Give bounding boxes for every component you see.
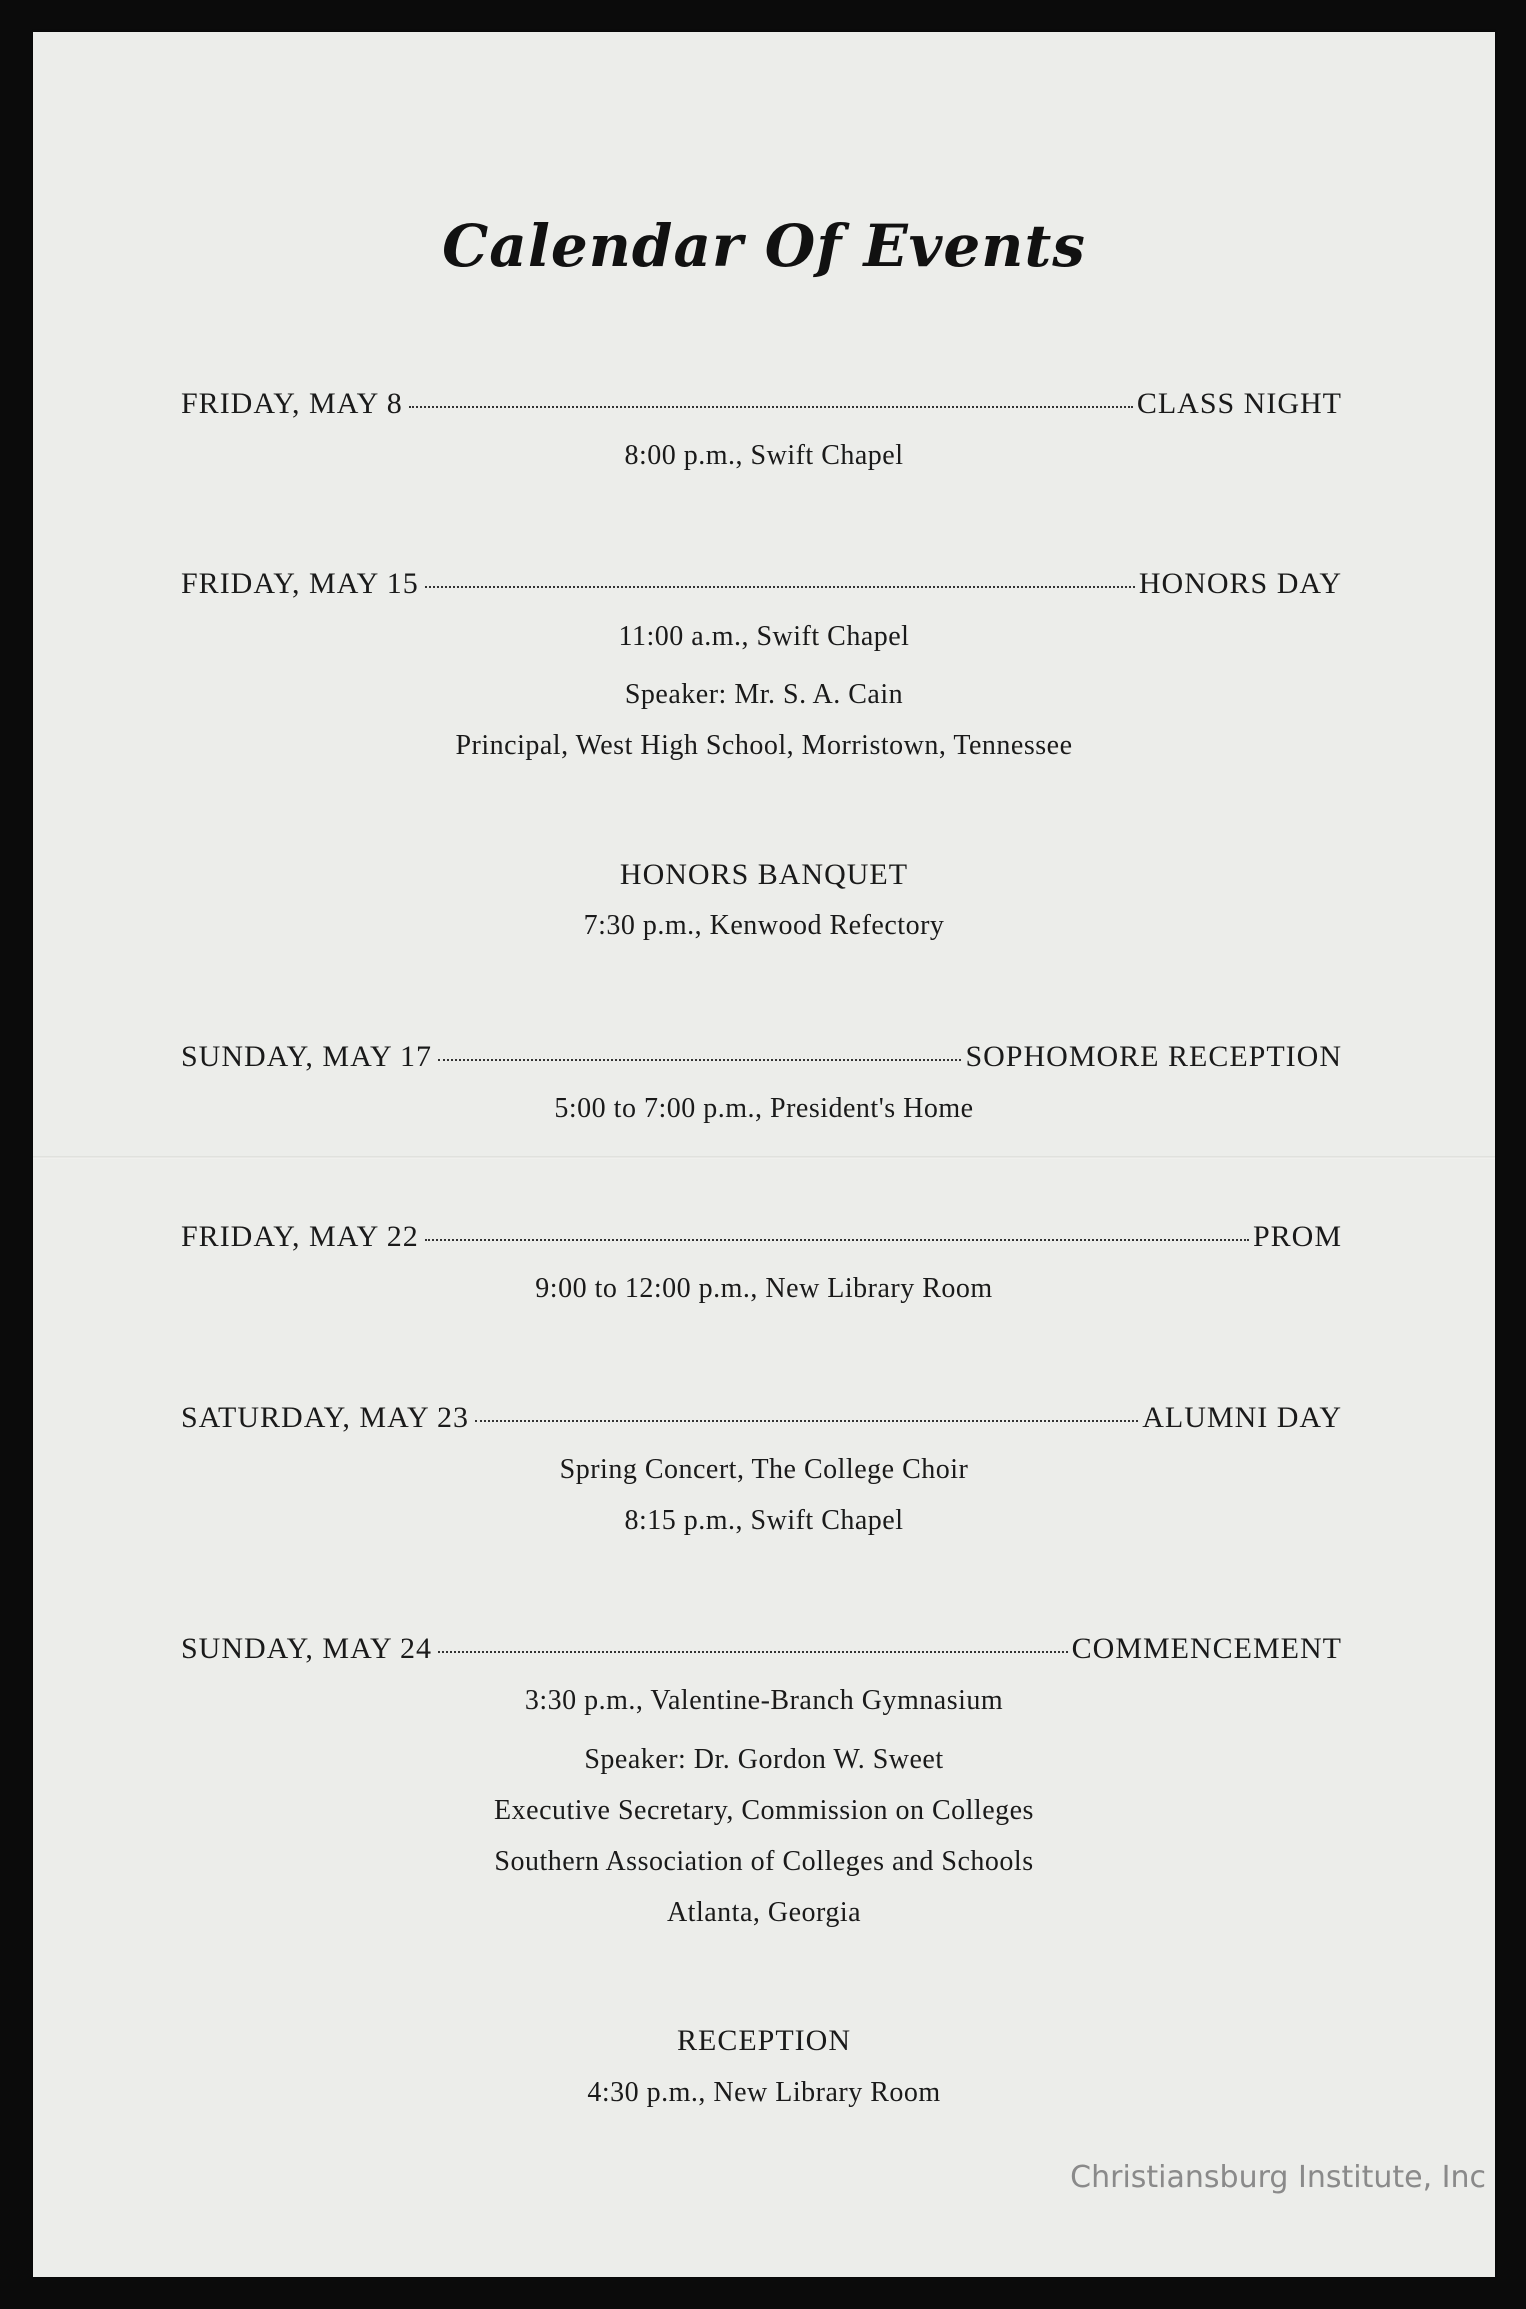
event-speaker: Speaker: Mr. S. A. Cain: [624, 679, 904, 710]
event-detail: 8:15 p.m., Swift Chapel: [624, 1505, 904, 1536]
dot-leader: [438, 1059, 961, 1061]
watermark-text: Christiansburg Institute, Inc: [1070, 2160, 1486, 2195]
event-detail: 5:00 to 7:00 p.m., President's Home: [554, 1093, 974, 1124]
event-speaker: Speaker: Dr. Gordon W. Sweet: [584, 1744, 944, 1775]
fold-crease: [33, 1156, 1495, 1159]
page-title: Calendar Of Events: [442, 212, 1086, 280]
event-detail: Principal, West High School, Morristown, Tennessee: [455, 730, 1073, 761]
event-date: SATURDAY, MAY 23: [181, 1401, 470, 1434]
event-name: CLASS NIGHT: [1136, 387, 1342, 420]
event-detail: 8:00 p.m., Swift Chapel: [624, 440, 904, 471]
event-detail: 4:30 p.m., New Library Room: [587, 2077, 941, 2108]
dot-leader: [475, 1420, 1138, 1422]
event-heading-reception: RECEPTION: [677, 2024, 851, 2057]
event-detail: Atlanta, Georgia: [666, 1897, 862, 1928]
event-row-alumni-day: [181, 1401, 1342, 1435]
event-row-class-night: [181, 387, 1342, 421]
event-heading-honors-banquet: HONORS BANQUET: [619, 858, 909, 891]
dot-leader: [409, 406, 1133, 408]
program-page: [33, 32, 1495, 2277]
event-row-sophomore-reception: [181, 1040, 1342, 1074]
event-detail: 11:00 a.m., Swift Chapel: [618, 621, 910, 652]
event-date: FRIDAY, MAY 15: [181, 567, 419, 600]
event-name: ALUMNI DAY: [1142, 1401, 1342, 1434]
event-row-commencement: [181, 1632, 1342, 1666]
dot-leader: [425, 1239, 1249, 1241]
event-detail: Southern Association of Colleges and Schools: [494, 1846, 1034, 1877]
event-name: SOPHOMORE RECEPTION: [965, 1040, 1342, 1073]
event-detail: Spring Concert, The College Choir: [559, 1454, 969, 1485]
event-date: FRIDAY, MAY 8: [181, 387, 403, 420]
dot-leader: [438, 1651, 1068, 1653]
event-name: HONORS DAY: [1138, 567, 1342, 600]
event-row-honors-day: [181, 567, 1342, 601]
event-row-prom: [181, 1220, 1342, 1254]
dot-leader: [425, 586, 1135, 588]
event-detail: Executive Secretary, Commission on Colleges: [494, 1795, 1034, 1826]
event-date: SUNDAY, MAY 17: [181, 1040, 433, 1073]
event-detail: 7:30 p.m., Kenwood Refectory: [583, 910, 945, 941]
event-detail: 9:00 to 12:00 p.m., New Library Room: [535, 1273, 993, 1304]
event-name: PROM: [1252, 1220, 1342, 1253]
event-name: COMMENCEMENT: [1071, 1632, 1342, 1665]
event-date: FRIDAY, MAY 22: [181, 1220, 419, 1253]
event-date: SUNDAY, MAY 24: [181, 1632, 433, 1665]
event-detail: 3:30 p.m., Valentine-Branch Gymnasium: [524, 1685, 1004, 1716]
